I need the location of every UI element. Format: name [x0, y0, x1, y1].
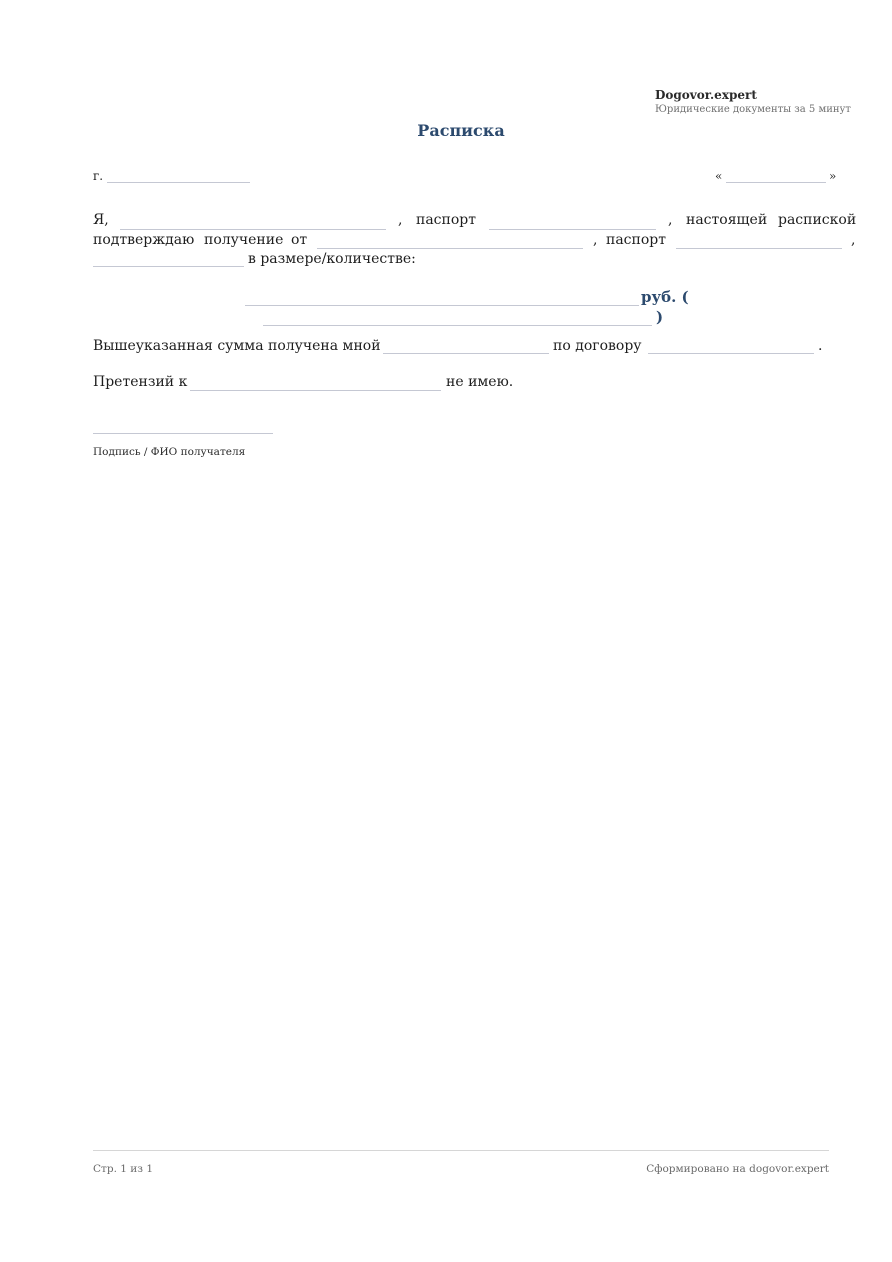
p1-comma-2: , [668, 212, 673, 228]
p3-suffix: не имею. [446, 374, 514, 390]
p2-middle: по договору [553, 338, 642, 354]
p1-comma-3: , [593, 232, 598, 248]
payer-passport-blank[interactable] [489, 229, 656, 230]
city-blank[interactable] [107, 182, 250, 183]
received-by-blank[interactable] [383, 353, 549, 354]
amount-blank[interactable] [245, 305, 639, 306]
p1-word-i: Я, [93, 212, 109, 228]
signature-label: Подпись / ФИО получателя [93, 446, 246, 458]
contract-blank[interactable] [648, 353, 814, 354]
p3-prefix: Претензий к [93, 374, 188, 390]
recipient-passport-blank[interactable] [676, 248, 842, 249]
recipient-from-blank[interactable] [317, 248, 583, 249]
p1-word-receipt: распиской [778, 212, 857, 228]
date-close-quote: » [829, 169, 837, 183]
city-prefix: г. [93, 169, 104, 183]
p1-word-passport-1: паспорт [416, 212, 476, 228]
brand-tagline: Юридические документы за 5 минут [655, 104, 851, 115]
p2-period: . [818, 338, 823, 354]
p1-word-from: от [291, 232, 308, 248]
p1-comma-4: , [851, 232, 856, 248]
claims-against-blank[interactable] [190, 390, 441, 391]
footer-divider [93, 1150, 829, 1151]
amount-currency: руб. ( [641, 288, 689, 306]
footer-generated-note: Сформировано на dogovor.expert [646, 1163, 829, 1175]
amount-words-blank[interactable] [263, 325, 652, 326]
p1-word-receiving: получение [204, 232, 284, 248]
p2-prefix: Вышеуказанная сумма получена мной [93, 338, 381, 354]
p1-amount-label: в размере/количестве: [248, 251, 416, 267]
p1-word-present: настоящей [686, 212, 768, 228]
brand-name: Dogovor.expert [655, 88, 757, 102]
date-blank[interactable] [726, 182, 826, 183]
p1-word-confirm: подтверждаю [93, 232, 195, 248]
amount-closing: ) [656, 308, 664, 326]
signature-line[interactable] [93, 433, 273, 434]
footer-page-number: Стр. 1 из 1 [93, 1163, 154, 1175]
p1-word-passport-2: паспорт [606, 232, 666, 248]
p1-comma-1: , [398, 212, 403, 228]
payer-name-blank[interactable] [120, 229, 386, 230]
date-open-quote: « [715, 169, 723, 183]
passport-continued-blank[interactable] [93, 266, 244, 267]
document-title: Расписка [417, 121, 505, 140]
